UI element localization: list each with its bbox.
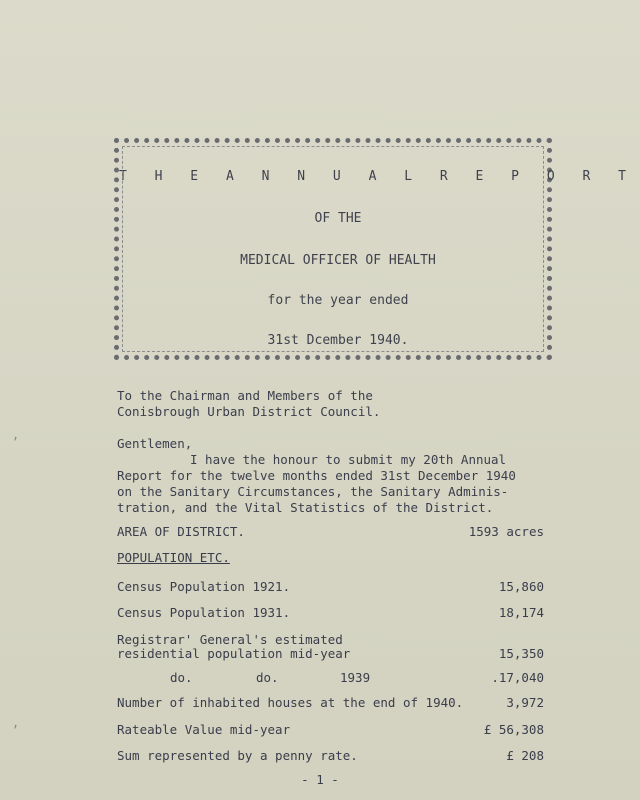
registrar-estimate-value: 15,350 [498,646,544,661]
penny-rate-value: £ 208 [506,748,544,763]
area-value: 1593 acres [468,524,544,539]
title-line-5: 31st Dcember 1940. [267,333,409,348]
do-label-a: do. [170,670,193,685]
estimate-1939-value: .17,040 [491,670,544,685]
population-heading: POPULATION ETC. [117,550,230,565]
paragraph-line-2: Report for the twelve months ended 31st December 1940 [117,468,516,483]
salutation: Gentlemen, [117,436,193,451]
inhabited-houses-value: 3,972 [506,695,544,710]
area-label: AREA OF DISTRICT. [117,524,245,539]
title-frame [114,138,636,360]
paragraph-line-3: on the Sanitary Circumstances, the Sanitary Adminis- [117,484,509,499]
inhabited-houses-label: Number of inhabited houses at the end of 1940. [117,695,464,710]
registrar-estimate-label-2: residential population mid-year [117,646,351,661]
census-1931-value: 18,174 [498,605,544,620]
title-line-1: T H E A N N U A L R E P O R T [119,169,636,184]
title-line-3: MEDICAL OFFICER OF HEALTH [240,253,436,268]
rateable-value-value: £ 56,308 [483,722,544,737]
do-label-year: 1939 [340,670,371,685]
title-line-4: for the year ended [267,293,409,308]
address-line-2: Conisbrough Urban District Council. [117,404,381,419]
paragraph-line-1: I have the honour to submit my 20th Annual [190,452,507,467]
census-1921-label: Census Population 1921. [117,579,291,594]
census-1921-value: 15,860 [498,579,544,594]
title-line-2: OF THE [314,211,362,226]
page-number: - 1 - [301,772,339,787]
do-label-b: do. [256,670,279,685]
census-1931-label: Census Population 1931. [117,605,291,620]
penny-rate-label: Sum represented by a penny rate. [117,748,358,763]
registrar-estimate-label-1: Registrar' General's estimated [117,632,343,647]
margin-mark: , [12,716,20,730]
address-line-1: To the Chairman and Members of the [117,388,373,403]
rateable-value-label: Rateable Value mid-year [117,722,291,737]
margin-mark: , [12,428,20,442]
paragraph-line-4: tration, and the Vital Statistics of the District. [117,500,494,515]
